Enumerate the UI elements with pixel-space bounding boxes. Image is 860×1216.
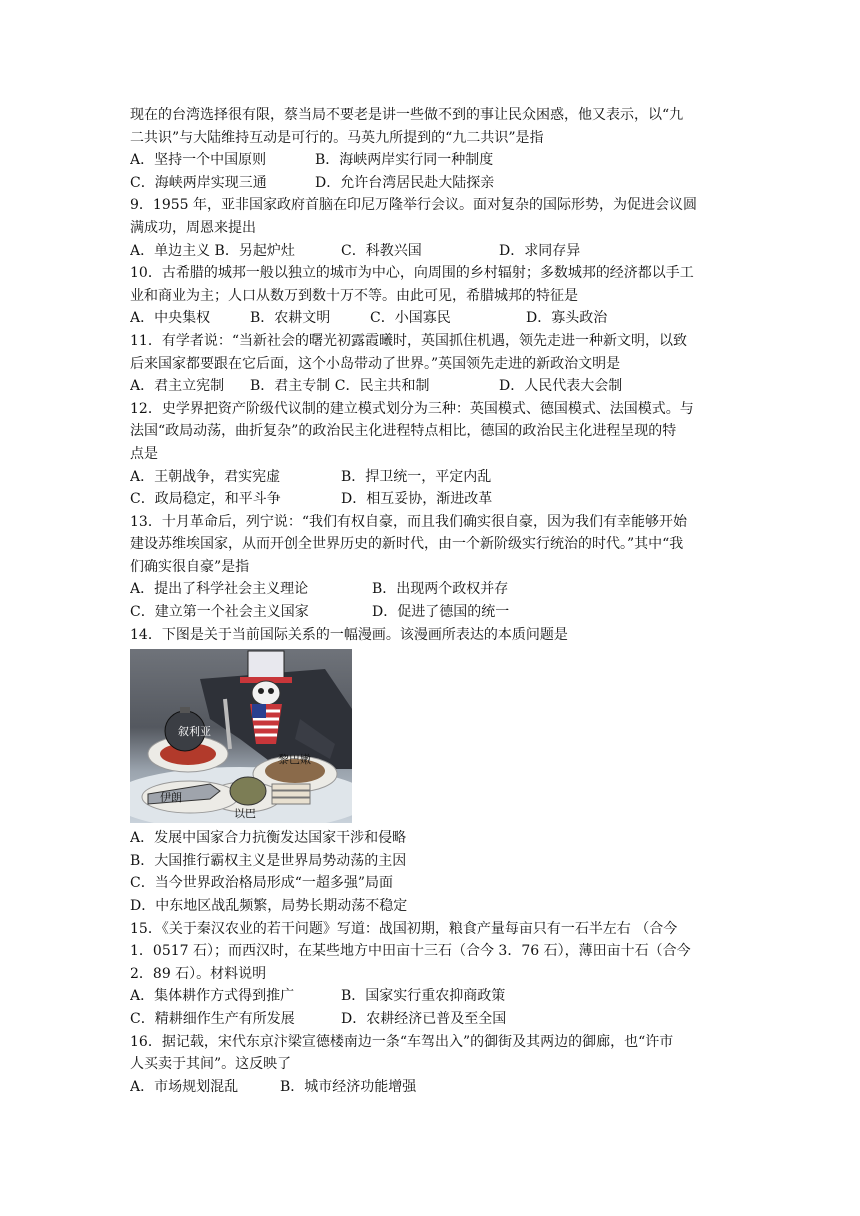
option-a: A．提出了科学社会主义理论 <box>130 581 309 598</box>
text-line: 二共识”与大陆维持互动是可行的。马英九所提到的“九二共识”是指 <box>130 129 544 146</box>
question-12: 12．史学界把资产阶级代议制的建立模式划分为三种：英国模式、德国模式、法国模式。与 <box>130 400 694 417</box>
option-c: C．精耕细作生产有所发展 <box>130 1011 295 1027</box>
option-a: A．君主立宪制 <box>130 378 225 395</box>
question-11: 11．有学者说：“当新社会的曙光初露霞曦时，英国抓住机遇，领先走进一种新文明，以致 <box>130 332 687 349</box>
option-b: B．农耕文明 <box>250 310 331 327</box>
label-syria: 叙利亚 <box>178 725 211 739</box>
option-ab: A．单边主义 B．另起炉灶 <box>130 242 295 259</box>
option-d: D．农耕经济已普及至全国 <box>341 1011 507 1027</box>
label-iran: 伊朗 <box>160 791 182 805</box>
option-d: D．人民代表大会制 <box>499 378 623 395</box>
label-lebanon: 黎巴嫩 <box>278 753 311 767</box>
question-14: 14．下图是关于当前国际关系的一幅漫画。该漫画所表达的本质问题是 <box>130 626 568 643</box>
option-c: C．当今世界政治格局形成“一超多强”局面 <box>130 875 394 892</box>
option-b: B．国家实行重农抑商政策 <box>341 988 506 1005</box>
options-row <box>130 1008 735 1031</box>
option-d: D．允许台湾居民赴大陆探亲 <box>315 174 495 191</box>
option-a: A．中央集权 <box>130 310 211 327</box>
question-16: 16．据记载，宋代东京汴梁宣德楼南边一条“车驾出入”的御街及其两边的御廊，也“许市 <box>130 1033 674 1050</box>
option-d: D．促进了德国的统一 <box>372 604 510 621</box>
question-10: 10．古希腊的城邦一般以独立的城市为中心，向周围的乡村辐射；多数城邦的经济都以手工 <box>130 265 694 282</box>
option-a: A．集体耕作方式得到推广 <box>130 988 295 1005</box>
option-a: A．坚持一个中国原则 <box>130 152 267 169</box>
option-b: B．城市经济功能增强 <box>280 1078 417 1095</box>
text-line: 业和商业为主；人口从数万到数十万不等。由此可见，希腊城邦的特征是 <box>130 287 578 304</box>
text-line: 1．0517 石）；而西汉时，在某些地方中田亩十三石（合今 3．76 石），薄田亩十石（合今 <box>130 943 691 960</box>
question-15: 15．《关于秦汉农业的若干问题》写道：战国初期，粮食产量每亩只有一石半左右 （合今 <box>130 920 678 937</box>
options-row <box>130 466 735 489</box>
option-d: D．求同存异 <box>499 242 581 259</box>
option-c: C．海峡两岸实现三通 <box>130 174 267 191</box>
text-line: 点是 <box>130 445 158 462</box>
option-a: A．市场规划混乱 <box>130 1078 239 1095</box>
text-line: 法国“政局动荡，曲折复杂”的政治民主化进程特点相比，德国的政治民主化进程呈现的特 <box>130 423 677 440</box>
text-line: 建设苏维埃国家，从而开创全世界历史的新时代，由一个新阶级实行统治的时代。”其中“我 <box>130 536 684 553</box>
options-row <box>130 375 735 398</box>
options-row <box>130 149 735 172</box>
option-b: B．出现两个政权并存 <box>372 581 509 598</box>
text-line: 后来国家都要跟在它后面，这个小岛带动了世界。”英国领先走进的新政治文明是 <box>130 355 621 372</box>
text-line: 人买卖于其间”。这反映了 <box>130 1056 292 1073</box>
option-d: D．寡头政治 <box>526 310 608 327</box>
options-row <box>130 601 735 624</box>
option-d: D．中东地区战乱频繁，局势长期动荡不稳定 <box>130 898 408 915</box>
option-b: B．捍卫统一，平定内乱 <box>341 468 492 485</box>
text-line: 们确实很自豪”是指 <box>130 558 250 575</box>
option-c: C．小国寡民 <box>370 310 451 327</box>
options-row <box>130 240 735 263</box>
text-line: 满成功，周恩来提出 <box>130 219 256 236</box>
options-row <box>130 172 735 195</box>
cartoon-illustration <box>130 649 352 823</box>
text-line: 2．89 石）。材料说明 <box>130 965 267 982</box>
option-a: A．王朝战争，君实宪虚 <box>130 468 281 485</box>
option-b: B．大国推行霸权主义是世界局势动荡的主因 <box>130 852 407 869</box>
option-bc: B．君主专制 C．民主共和制 <box>250 378 430 395</box>
option-d: D．相互妥协，渐进改革 <box>341 491 493 508</box>
option-b: B．海峡两岸实行同一种制度 <box>315 152 494 169</box>
political-cartoon <box>130 649 352 823</box>
options-row <box>130 1076 735 1099</box>
options-row <box>130 578 735 601</box>
question-13: 13．十月革命后，列宁说：“我们有权自豪，而且我们确实很自豪，因为我们有幸能够开始 <box>130 513 687 530</box>
option-a: A．发展中国家合力抗衡发达国家干涉和侵略 <box>130 830 407 847</box>
label-israel-palestine: 以巴 <box>234 807 256 821</box>
option-c: C．建立第一个社会主义国家 <box>130 604 309 621</box>
option-c: C．政局稳定，和平斗争 <box>130 491 281 508</box>
option-c: C．科教兴国 <box>341 242 422 259</box>
options-row <box>130 985 735 1008</box>
question-9: 9．1955 年，亚非国家政府首脑在印尼万隆举行会议。面对复杂的国际形势，为促进会议圆 <box>130 197 697 214</box>
options-row <box>130 307 735 330</box>
options-row <box>130 488 735 511</box>
text-line: 现在的台湾选择很有限，蔡当局不要老是讲一些做不到的事让民众困惑，他又表示，以“九 <box>130 107 684 123</box>
exam-page <box>130 104 735 1098</box>
